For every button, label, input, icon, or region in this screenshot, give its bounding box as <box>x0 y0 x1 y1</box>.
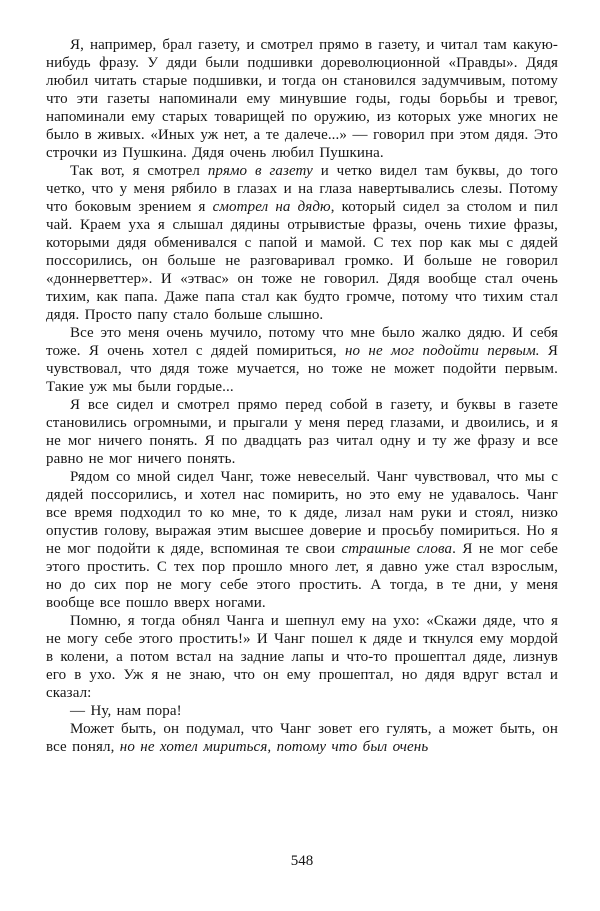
paragraph <box>46 468 558 612</box>
paragraph <box>46 162 558 324</box>
text-run: Я все сидел и смотрел прямо перед собой в газету, и буквы в газете становились огромными, и прыгали у меня перед глазами, и двоились, и я не мог ничего понять. Я по двадцать раз читал одну и ту же фразу и все равно не мог ничего понять. <box>46 397 558 467</box>
text-run: — Ну, нам пора! <box>70 703 182 719</box>
text-run: и четко видел там буквы, до того четко, что у меня рябило в глазах и на глаза навертывались слезы. Потому что боковым зрением я <box>46 163 558 215</box>
page-number: 548 <box>290 853 314 869</box>
paragraph <box>46 720 558 756</box>
text-run: Я чувствовал, что дядя тоже мучается, но тоже не может подойти первым. Такие уж мы были гордые... <box>46 343 558 395</box>
text-run: Рядом со мной сидел Чанг, тоже невеселый. Чанг чувствовал, что мы с дядей поссорились, и хотел нас помирить, но это ему не удавалось. Чанг все время подходил то ко мне, то к дяде, лизал нам руки и стоял, низко опустив голову, выражая этим высшее доверие и просьбу помириться. Но я не мог подойти к дяде, вспоминая те свои <box>46 469 558 557</box>
text-run: Так вот, я смотрел <box>70 163 208 179</box>
italic-run: но не мог подойти первым. <box>345 343 540 359</box>
paragraph <box>46 396 558 468</box>
paragraph <box>46 702 558 720</box>
text-run: Помню, я тогда обнял Чанга и шепнул ему на ухо: «Скажи дяде, что я не могу себе этого простить!» И Чанг пошел к дяде и ткнулся ему мордой в колени, а потом встал на задние лапы и что-то прошептал дяде, лизнув его в ухо. Уж я не знаю, что он ему прошептал, но дядя вдруг встал и сказал: <box>46 613 558 701</box>
italic-run: страшные слова <box>341 541 453 557</box>
text-run: . Я не мог себе этого простить. С тех пор прошло много лет, я давно уже стал взрослым, но до сих пор не могу себе этого простить. А тогда, в те дни, у меня вообще все пошло вверх ногами. <box>46 541 558 611</box>
text-run: Все это меня очень мучило, потому что мне было жалко дядю. И себя тоже. Я очень хотел с дядей помириться, <box>46 325 558 359</box>
text-run: Я, например, брал газету, и смотрел прямо в газету, и читал там какую-нибудь фразу. У дяди были подшивки дореволюционной «Правды». Дядя любил читать старые подшивки, и тогда он становился задумчивым, потому что эти газеты напоминали ему минувшие годы, годы борьбы и тревог, напоминали ему старых товарищей по оружию, из которых уже многих не было в живых. «Иных уж нет, а те далече...» — говорил при этом дядя. Это строчки из Пушкина. Дядя очень любил Пушкина. <box>46 37 558 161</box>
text-run: Может быть, он подумал, что Чанг зовет его гулять, а может быть, он все понял, <box>46 721 558 755</box>
paragraph <box>46 36 558 162</box>
text-run: , который сидел за столом и пил чай. Краем уха я слышал дядины отрывистые фразы, очень тихие фразы, которыми дядя обменивался с папой и мамой. С тех пор как мы с дядей поссорились, он больше не разговаривал громко. И больше не говорил «доннерветтер». И «этвас» он тоже не говорил. Дядя вообще стал очень тихим, как папа. Даже папа стал как будто громче, потому что тихим стал дядя. Просто папу стало больше слышно. <box>46 199 558 323</box>
paragraph <box>46 612 558 702</box>
text-block <box>46 36 558 756</box>
paragraph <box>46 324 558 396</box>
italic-run: смотрел на дядю <box>212 199 331 215</box>
italic-run: но не хотел мириться, потому что был очень <box>119 739 429 755</box>
italic-run: прямо в газету <box>207 163 313 179</box>
